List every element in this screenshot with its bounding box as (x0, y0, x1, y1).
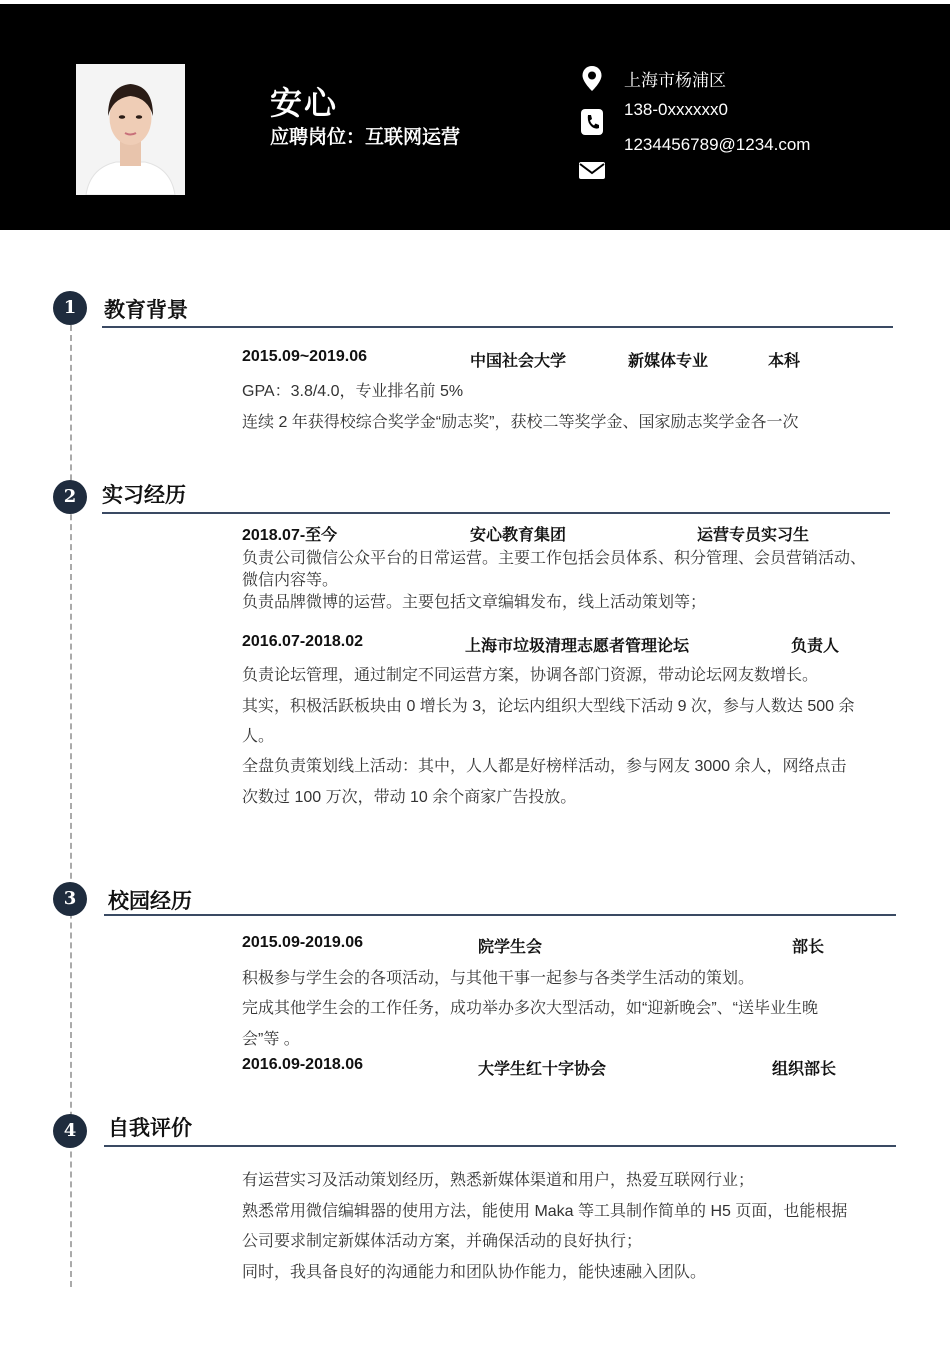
section-divider (104, 914, 896, 916)
entry-org: 院学生会 (478, 939, 543, 956)
entry-line: 熟悉常用微信编辑器的使用方法，能使用 Maka 等工具制作简单的 H5 页面，也能根据 (242, 1203, 848, 1220)
entry-major: 新媒体专业 (628, 353, 709, 370)
entry-date: 2016.07-2018.02 (242, 633, 363, 650)
job-label: 应聘岗位： (270, 127, 366, 148)
entry-line: 负责论坛管理，通过制定不同运营方案，协调各部门资源，带动论坛网友数增长。 (242, 667, 819, 684)
section-divider (102, 512, 890, 514)
portrait-image (76, 64, 185, 195)
profile-photo (76, 64, 185, 195)
job-title: 互联网运营 (365, 127, 461, 148)
entry-line: 同时，我具备良好的沟通能力和团队协作能力，能快速融入团队。 (242, 1264, 707, 1281)
entry-line: 微信内容等。 (242, 572, 339, 589)
mail-icon (578, 156, 606, 184)
entry-line: 人。 (242, 728, 275, 745)
entry-line: GPA：3.8/4.0，专业排名前 5% (242, 383, 464, 400)
entry-line: 积极参与学生会的各项活动，与其他干事一起参与各类学生活动的策划。 (242, 970, 755, 987)
phone-icon (578, 108, 606, 136)
entry-date: 2015.09-2019.06 (242, 934, 363, 951)
entry-org: 中国社会大学 (470, 353, 567, 370)
section-title-internship: 实习经历 (102, 484, 186, 507)
entry-line: 公司要求制定新媒体活动方案，并确保活动的良好执行； (242, 1233, 643, 1250)
entry-line: 负责品牌微博的运营。主要包括文章编辑发布，线上活动策划等； (242, 594, 707, 611)
entry-role: 部长 (792, 939, 825, 956)
entry-role: 负责人 (791, 638, 840, 655)
section-divider (102, 326, 893, 328)
entry-role: 组织部长 (772, 1061, 837, 1078)
entry-line: 完成其他学生会的工作任务，成功举办多次大型活动，如“迎新晚会”、“送毕业生晚 (242, 1000, 818, 1017)
entry-line: 次数过 100 万次，带动 10 余个商家广告投放。 (242, 789, 577, 806)
entry-line: 其实，积极活跃板块由 0 增长为 3，论坛内组织大型线下活动 9 次，参与人数达 500 余 (242, 698, 855, 715)
section-number-badge: 1 (53, 291, 87, 325)
entry-date: 2016.09-2018.06 (242, 1056, 363, 1073)
entry-line: 全盘负责策划线上活动：其中，人人都是好榜样活动，参与网友 3000 余人，网络点击 (242, 758, 847, 775)
entry-org: 大学生红十字协会 (478, 1061, 607, 1078)
entry-line: 有运营实习及活动策划经历，熟悉新媒体渠道和用户，热爱互联网行业； (242, 1172, 755, 1189)
resume-header (0, 4, 950, 230)
entry-org: 安心教育集团 (470, 527, 567, 544)
contact-location: 上海市杨浦区 (624, 71, 726, 90)
section-title-education: 教育背景 (104, 299, 188, 322)
entry-date: 2015.09~2019.06 (242, 348, 368, 365)
section-divider (104, 1145, 896, 1147)
location-pin-icon (578, 64, 606, 92)
job-application (270, 122, 460, 149)
section-number-badge: 4 (53, 1114, 87, 1148)
entry-line: 负责公司微信公众平台的日常运营。主要工作包括会员体系、积分管理、会员营销活动、 (242, 550, 867, 567)
entry-role: 运营专员实习生 (697, 527, 810, 544)
entry-line: 会”等 。 (242, 1031, 300, 1048)
section-title-self-evaluation: 自我评价 (108, 1117, 192, 1140)
contact-phone: 138-0xxxxxx0 (624, 100, 728, 119)
candidate-name: 安心 (270, 85, 339, 121)
contact-email: 1234456789@1234.com (624, 135, 811, 154)
entry-line: 连续 2 年获得校综合奖学金“励志奖”，获校二等奖学金、国家励志奖学金各一次 (242, 414, 799, 431)
entry-role: 本科 (768, 353, 801, 370)
entry-org: 上海市垃圾清理志愿者管理论坛 (465, 638, 690, 655)
section-number-badge: 2 (53, 480, 87, 514)
section-number-badge: 3 (53, 882, 87, 916)
section-title-campus: 校园经历 (108, 890, 192, 913)
entry-date: 2018.07-至今 (242, 527, 338, 544)
